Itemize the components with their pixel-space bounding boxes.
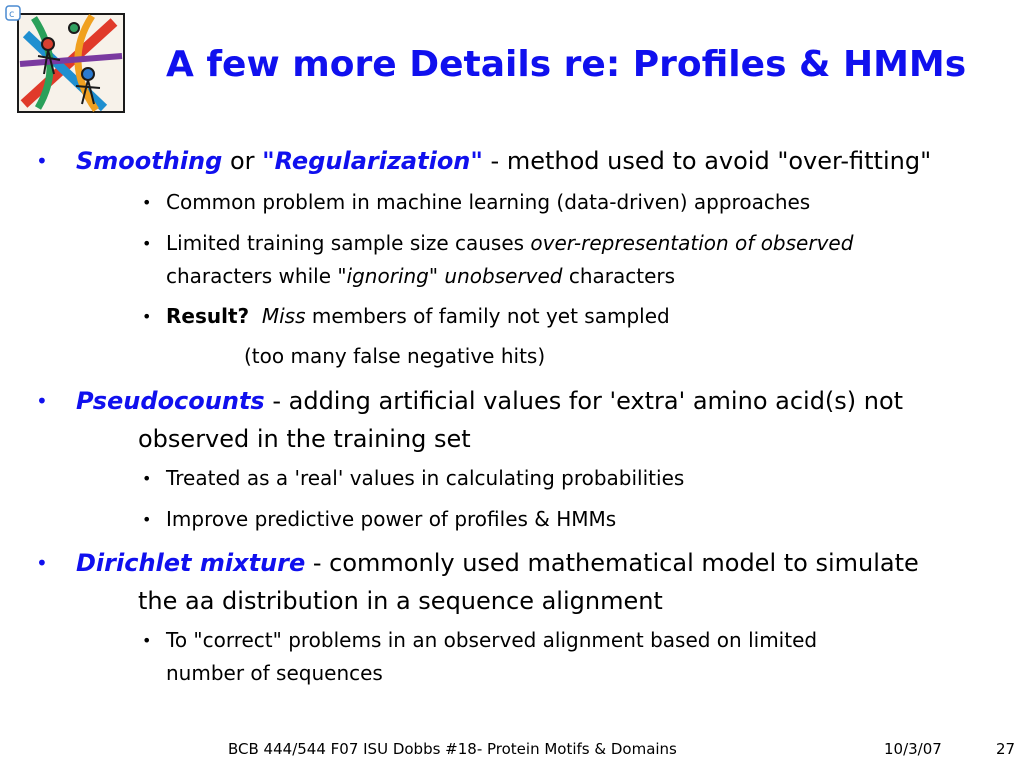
keyword-regularization: "Regularization" xyxy=(262,147,483,175)
sub-bullet-correct-problems xyxy=(142,624,996,690)
sub-bullet-emphasis: over-representation of observed xyxy=(530,231,854,255)
clip-art-logo xyxy=(4,4,128,118)
sub-bullet-limited-sample xyxy=(142,227,996,293)
sub-bullet-text: characters xyxy=(562,264,676,288)
sub-bullet-text: Improve predictive power of profiles & HMMs xyxy=(166,507,617,531)
text-or: or xyxy=(222,147,263,175)
bullet-dot-icon: • xyxy=(142,193,152,212)
footer-page-number: 27 xyxy=(996,740,1016,758)
pseudocounts-continuation: observed in the training set xyxy=(138,425,471,453)
svg-text:c: c xyxy=(9,9,15,20)
sub-bullet-improve-power xyxy=(142,503,996,536)
bullet-smoothing xyxy=(36,142,1006,180)
bullet-dirichlet xyxy=(36,544,1006,620)
dirichlet-continuation: the aa distribution in a sequence alignment xyxy=(138,587,663,615)
sub-bullet-treated-as-real xyxy=(142,462,996,495)
sub-bullet-text: Limited training sample size causes xyxy=(166,231,531,255)
pseudocounts-description: - adding artificial values for 'extra' amino acid(s) not xyxy=(264,387,904,415)
bullet-dot-icon: • xyxy=(36,149,48,173)
result-label: Result? xyxy=(166,304,250,328)
dna-people-icon xyxy=(4,4,128,118)
bullet-dot-icon: • xyxy=(142,234,152,253)
sub-bullet-text: number of sequences xyxy=(166,661,383,685)
slide-title: A few more Details re: Profiles & HMMs xyxy=(166,44,967,85)
smoothing-description: - method used to avoid "over-fitting" xyxy=(482,147,932,175)
bullet-pseudocounts xyxy=(36,382,1006,458)
footer-course: BCB 444/544 F07 ISU Dobbs #18- Protein Motifs & Domains xyxy=(228,740,677,758)
keyword-smoothing: Smoothing xyxy=(76,147,223,175)
sub-bullet-emphasis: Miss xyxy=(261,304,306,328)
dirichlet-description: - commonly used mathematical model to simulate xyxy=(305,549,919,577)
sub-bullet-text: Common problem in machine learning (data-driven) approaches xyxy=(166,190,811,214)
sub-bullet-emphasis: "ignoring" unobserved xyxy=(337,264,563,288)
bullet-dot-icon: • xyxy=(142,469,152,488)
sub-bullet-text: To "correct" problems in an observed alignment based on limited xyxy=(166,628,818,652)
sub-bullet-common-problem xyxy=(142,186,996,219)
bullet-dot-icon: • xyxy=(142,307,152,326)
keyword-dirichlet-mixture: Dirichlet mixture xyxy=(76,549,306,577)
sub-bullet-text: Treated as a 'real' values in calculating probabilities xyxy=(166,466,685,490)
sub-bullet-result xyxy=(142,300,996,333)
sub-bullet-text: members of family not yet sampled xyxy=(305,304,670,328)
footer-date: 10/3/07 xyxy=(884,740,942,758)
bullet-dot-icon: • xyxy=(142,631,152,650)
result-note: (too many false negative hits) xyxy=(244,344,546,368)
bullet-dot-icon: • xyxy=(142,510,152,529)
keyword-pseudocounts: Pseudocounts xyxy=(76,387,265,415)
bullet-dot-icon: • xyxy=(36,551,48,575)
sub-bullet-text: characters while xyxy=(166,264,338,288)
bullet-dot-icon: • xyxy=(36,389,48,413)
